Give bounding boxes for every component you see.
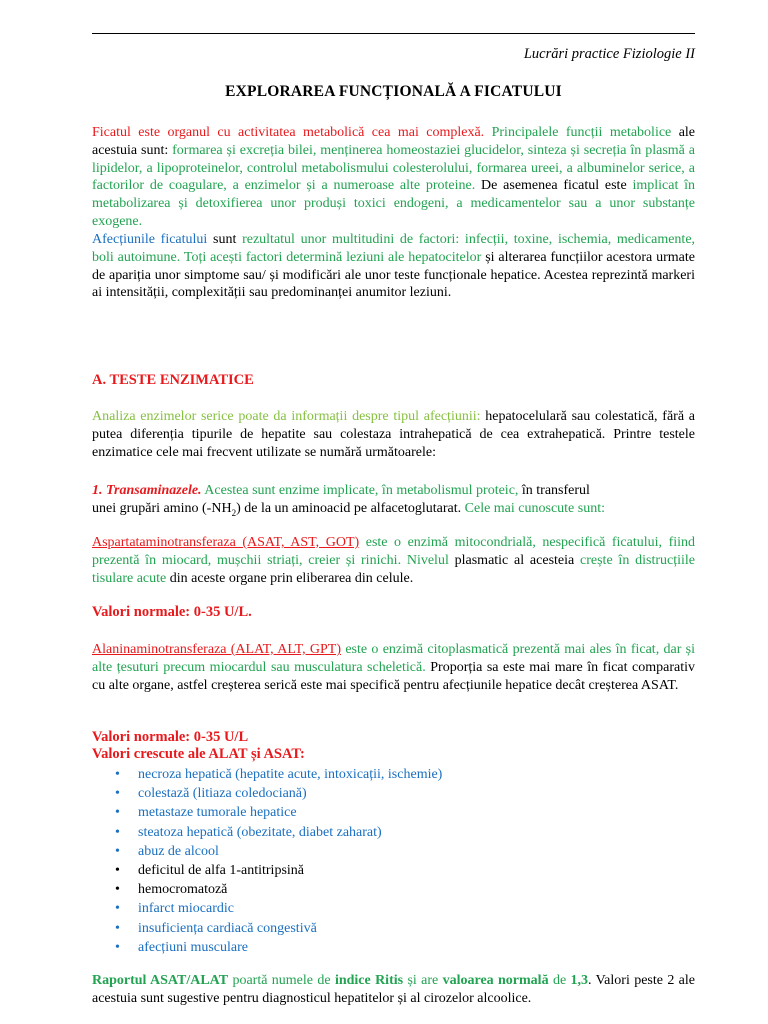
alat-paragraph — [92, 641, 695, 694]
intro-text: implicat în metabolizarea și detoxifierea unor produși toxici endogeni, a medicamentelor sau a unor substanțe exogene. — [92, 178, 696, 229]
transaminases-label: 1. Transaminazele. — [92, 483, 202, 498]
elevated-values-heading: Valori crescute ale ALAT și ASAT: — [92, 746, 305, 762]
analysis-text: hepatocelulară sau colestatică, fără a putea diferenția tipurile de hepatite sau colestaza intrahepatică de cea extrahepatică. Printre testele enzimatice cele mai frecvent utilizate se numără următoarele: — [92, 409, 695, 460]
list-item-text: infarct miocardic — [138, 901, 235, 917]
list-item-text: insuficiența cardiacă congestivă — [138, 920, 317, 936]
intro-text: Ficatul este organul cu activitatea metabolică cea mai complexă. — [92, 125, 485, 140]
bullet: • — [115, 767, 120, 782]
document-title: EXPLORAREA FUNCȚIONALĂ A FICATULUI — [225, 83, 562, 100]
transaminases-text: ) de la un aminoacid pe alfacetoglutarat. — [236, 500, 462, 516]
list-item — [92, 880, 442, 899]
list-item-text: afecțiuni musculare — [138, 939, 249, 955]
alat-text: Proporția sa este mai mare în ficat comparativ cu alte organe, astfel creșterea serică este mai specifică pentru afecțiunile hepatice decât creșterea ASAT. — [92, 659, 696, 693]
list-item — [92, 899, 442, 918]
analysis-text: Analiza enzimelor serice poate da informații despre tipul afecțiunii: — [92, 409, 481, 424]
ratio-text: 1,3 — [570, 973, 589, 988]
ratio-text: indice Ritis — [334, 973, 404, 988]
ratio-text: poartă numele de — [232, 973, 331, 988]
intro-text: De asemenea ficatul este — [481, 178, 627, 194]
list-item-text: necroza hepatică (hepatite acute, intoxicații, ischemie) — [138, 767, 443, 782]
intro-text: ale acestuia sunt: — [92, 125, 696, 158]
bullet: • — [115, 824, 120, 840]
intro-text: rezultatul unor multitudini de factori: infecții, toxine, ischemia, medicamente, boli autoimune. Toți acești factori determină leziuni ale hepatocitelor — [92, 232, 696, 265]
list-item-text: metastaze tumorale hepatice — [138, 805, 297, 821]
asat-paragraph — [92, 534, 695, 587]
intro-text: formarea și excreția bilei, menținerea homeostaziei glucidelor, sinteza și secreția în plasmă a lipidelor, a lipoproteinelor, controlul metabolismului colesterolului, formarea ureei, a albuminelor serice, a factorilor de coagulare, a enzimelor și a numeroase alte proteine. — [92, 142, 695, 194]
bullet: • — [115, 901, 120, 917]
list-item-text: hemocromatoză — [138, 882, 228, 898]
list-item — [92, 803, 442, 822]
bullet: • — [115, 920, 120, 936]
ratio-text: valoarea normală — [442, 973, 549, 988]
intro-text: și alterarea funcțiilor acestora urmate de apariția unor simptome sau/ și modificări ale unor teste funcționale hepatice. Acestea reprezintă markeri ai intensității, complexității sau predominanței anumitor leziuni. — [92, 249, 696, 301]
header-rule — [92, 33, 695, 34]
elevated-values-list — [92, 765, 442, 957]
bullet: • — [115, 939, 120, 955]
list-item-text: deficitul de alfa 1-antitripsină — [138, 862, 304, 878]
asat-text: din aceste organe prin eliberarea din celule. — [169, 570, 414, 586]
running-header: Lucrări practice Fiziologie II — [523, 46, 695, 62]
ratio-text: și are — [407, 973, 439, 988]
list-item — [92, 919, 442, 938]
ratio-text: Raportul ASAT/ALAT — [92, 973, 229, 988]
subscript: 2 — [231, 507, 237, 518]
enzyme-analysis-paragraph — [92, 408, 695, 461]
transaminases-text: unei grupări amino (-NH — [92, 500, 232, 516]
list-item-text: colestază (litiaza coledociană) — [138, 786, 307, 802]
intro-paragraph-2 — [92, 231, 695, 302]
list-item — [92, 842, 442, 861]
list-item-text: steatoza hepatică (obezitate, diabet zaharat) — [138, 824, 382, 840]
asat-text: plasmatic al acesteia — [454, 552, 575, 568]
bullet: • — [115, 786, 120, 802]
intro-text: Principalele funcții metabolice — [491, 125, 672, 140]
transaminases-text: în transferul — [521, 483, 590, 498]
list-item — [92, 938, 442, 957]
ritis-paragraph — [92, 972, 695, 1008]
list-item — [92, 765, 442, 784]
transaminases-text: Acestea sunt enzime implicate, în metabolismul proteic, — [204, 483, 519, 498]
asat-normal-values: Valori normale: 0-35 U/L. — [92, 604, 252, 620]
list-item-text: abuz de alcool — [138, 843, 219, 859]
list-item — [92, 861, 442, 880]
intro-paragraph-1 — [92, 124, 695, 231]
bullet: • — [115, 805, 120, 821]
list-item — [92, 784, 442, 803]
asat-text: crește în distrucțiile tisulare acute — [92, 552, 695, 586]
ratio-text: . Valori peste 2 ale acestuia sunt sugestive pentru diagnosticul hepatitelor și al cirozelor alcoolice. — [92, 973, 695, 1006]
transaminases-text: Cele mai cunoscute sunt: — [464, 500, 605, 516]
bullet: • — [115, 862, 120, 878]
transaminases-paragraph — [92, 482, 695, 522]
ratio-text: de — [552, 973, 567, 988]
intro-text: sunt — [213, 232, 237, 247]
alat-text: este o enzimă citoplasmatică prezentă mai ales în ficat, dar și alte țesuturi precum miocardul sau musculatura scheletică. — [92, 642, 695, 675]
asat-text: este o enzimă mitocondrială, nespecifică ficatului, fiind prezentă în miocard, mușchii striați, creier și rinichi. Nivelul — [92, 535, 696, 568]
bullet: • — [115, 843, 120, 859]
intro-text: Afecțiunile ficatului — [92, 232, 208, 247]
list-item — [92, 823, 442, 842]
section-heading: A. TESTE ENZIMATICE — [92, 372, 254, 388]
alat-normal-values: Valori normale: 0-35 U/L — [92, 729, 249, 745]
bullet: • — [115, 882, 120, 898]
alat-name: Alaninaminotransferaza (ALAT, ALT, GPT) — [92, 642, 342, 657]
asat-name: Aspartataminotransferaza (ASAT, AST, GOT) — [92, 535, 360, 550]
